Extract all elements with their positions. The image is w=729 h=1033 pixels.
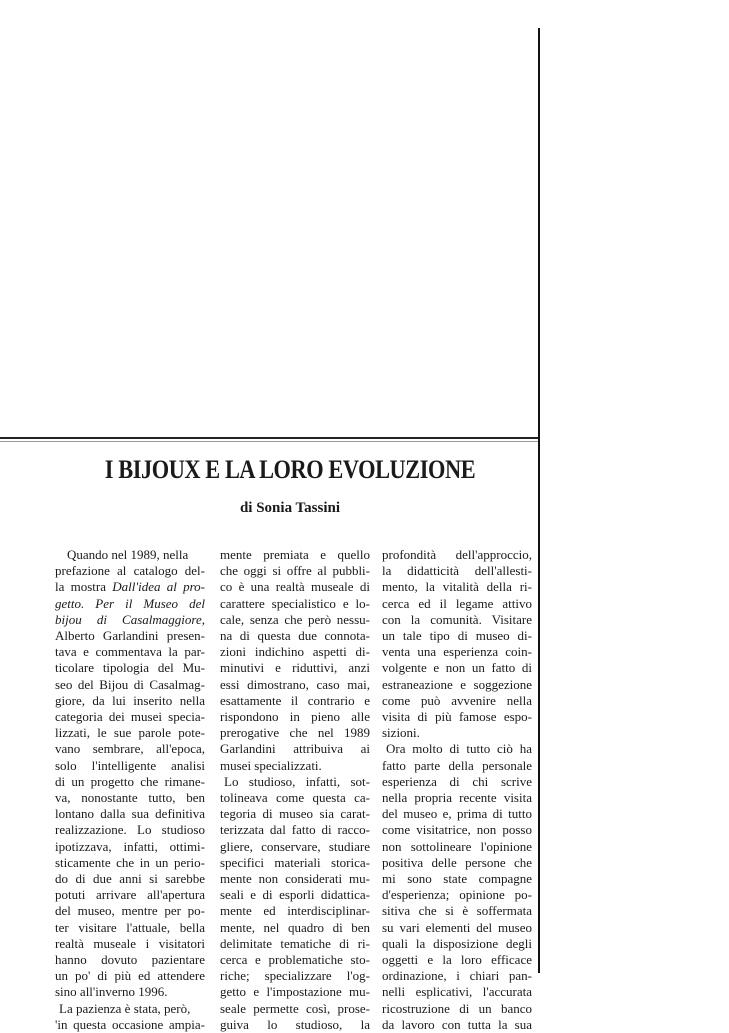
text-column-2 (220, 547, 370, 1033)
text-line: lontano dalla sua definitiva (55, 806, 205, 822)
text-line: del museo, mentre per po- (55, 903, 205, 919)
text-line: un po' di più ed attendere (55, 968, 205, 984)
text-line: Garlandini attribuiva ai (220, 741, 370, 757)
article-author: di Sonia Tassini (239, 500, 341, 516)
text-line: esattamente il contrario e (220, 692, 370, 708)
text-line: seo del Bijou di Casalmag- (55, 676, 205, 692)
text-line: sino all'inverno 1996. (55, 984, 168, 1000)
text-line: mente ed interdisciplinar- (220, 903, 370, 919)
text-line: co è una realtà museale di (220, 579, 370, 595)
text-line: non sottolineare l'opinione (382, 838, 532, 854)
text-line: ter visitare l'attuale, bella (55, 919, 205, 935)
text-line: nella propria recente visita (382, 790, 532, 806)
text-line: zioni indichino aspetti di- (220, 644, 370, 660)
text-line: ricostruzione di un banco (382, 1000, 532, 1016)
article-title: I BIJOUX E LA LORO EVOLUZIONE (104, 455, 476, 484)
text-line: ipotizzava, infatti, ottimi- (55, 838, 205, 854)
text-line: getto e l'impostazione mu- (220, 984, 370, 1000)
text-line: categoria dei musei specia- (55, 709, 205, 725)
text-column-3 (382, 547, 532, 1033)
text-line: profondità dell'approccio, (382, 547, 532, 562)
text-line: visita di più famose espo- (382, 709, 532, 725)
text-line: Alberto Garlandini presen- (55, 628, 205, 644)
text-line: do di due anni si sarebbe (55, 871, 205, 887)
text-line: tegoria di museo sia carat- (220, 806, 370, 822)
text-line: getto. Per il Museo del (55, 595, 205, 611)
text-line: ticolare tipologia del Mu- (55, 660, 205, 676)
text-line: come visitatrice, non posso (382, 822, 532, 838)
text-line: del museo e, prima di tutto (382, 806, 532, 822)
text-line: seali e di esporli didattica- (220, 887, 370, 903)
horizontal-rule (0, 437, 538, 439)
text-line: sitiva che si è soffermata (382, 903, 532, 919)
text-line: bijou di Casalmaggiore, (55, 611, 205, 627)
text-line: Lo studioso, infatti, sot- (224, 773, 370, 789)
text-line: che oggi si offre al pubbli- (220, 563, 370, 579)
text-line: quali la disposizione degli (382, 935, 532, 951)
text-line: terizzata dal fatto di racco- (220, 822, 370, 838)
text-line: tava e commentava la par- (55, 644, 205, 660)
text-line: solo l'intelligente analisi (55, 757, 205, 773)
text-line: prefazione al catalogo del- (55, 563, 205, 579)
text-line: va, nonostante tutto, ben (55, 790, 205, 806)
text-line: come può avvenire nella (382, 692, 532, 708)
text-line: oggetti e la loro efficace (382, 952, 532, 968)
text-line: gliere, conservare, studiare (220, 838, 370, 854)
text-line: musei specializzati. (220, 757, 322, 773)
text-line: delimitate tematiche di ri- (220, 935, 370, 951)
text-line: mente non considerati mu- (220, 871, 370, 887)
text-line: prerogative che nel 1989 (220, 725, 370, 741)
text-line: da lavoro con tutta la sua (382, 1016, 532, 1032)
text-line: rispondono in pieno alle (220, 709, 370, 725)
text-line: essi dimostrano, caso mai, (220, 676, 370, 692)
text-line: nelli esplicativi, l'accurata (382, 984, 532, 1000)
text-line: hanno dovuto pazientare (55, 952, 205, 968)
text-line: di un progetto che rimane- (55, 773, 205, 789)
text-line: la didatticità dell'allesti- (382, 563, 532, 579)
text-line: esperienza di chi scrive (382, 773, 532, 789)
text-line: Quando nel 1989, nella (67, 547, 189, 562)
text-line: positiva delle persone che (382, 854, 532, 870)
text-line: minutivi e riduttivi, anzi (220, 660, 370, 676)
horizontal-rule-thin (0, 441, 538, 442)
text-line: cerca e problematiche sto- (220, 952, 370, 968)
text-line: La pazienza è stata, però, (59, 1000, 191, 1016)
text-line: giore, da lui inserito nella (55, 692, 205, 708)
text-line: mento, la vitalità della ri- (382, 579, 532, 595)
text-line: mente premiata e quello (220, 547, 370, 562)
text-line: ordinazione, i chiari pan- (382, 968, 532, 984)
text-column-1 (55, 547, 205, 1033)
text-line: venta una esperienza coin- (382, 644, 532, 660)
text-line: volgente e non un fatto di (382, 660, 532, 676)
text-line: cale, senza che però nessu- (220, 611, 370, 627)
text-line: realizzazione. Lo studioso (55, 822, 205, 838)
text-line: na di questa due connota- (220, 628, 370, 644)
text-line: vano sembrare, all'epoca, (55, 741, 205, 757)
text-line: 'in questa occasione ampia- (55, 1016, 205, 1032)
text-line: con la comunità. Visitare (382, 611, 532, 627)
text-line: un tale tipo di museo di- (382, 628, 532, 644)
text-line: specifici materiali storica- (220, 854, 370, 870)
text-line: fatto parte della personale (382, 757, 532, 773)
text-line: lizzati, le sue parole pote- (55, 725, 205, 741)
text-line: guiva lo studioso, la (220, 1016, 370, 1032)
text-line: d'esperienza; opinione po- (382, 887, 532, 903)
text-line: la mostra Dall'idea al pro- (55, 579, 205, 595)
text-line: Ora molto di tutto ciò ha (386, 741, 532, 757)
text-line: sticamente che in un perio- (55, 854, 205, 870)
text-line: su vari elementi del museo (382, 919, 532, 935)
text-line: cerca ed il legame attivo (382, 595, 532, 611)
text-line: tolineava come questa ca- (220, 790, 370, 806)
text-line: realtà museale i visitatori (55, 935, 205, 951)
text-line: sizioni. (382, 725, 420, 741)
text-line: mente, nel quadro di ben (220, 919, 370, 935)
text-line: riche; specializzare l'og- (220, 968, 370, 984)
text-line: potuti arrivare all'apertura (55, 887, 205, 903)
text-line: mi sono state compagne (382, 871, 532, 887)
text-line: seale permette così, prose- (220, 1000, 370, 1016)
text-line: estraneazione e soggezione (382, 676, 532, 692)
text-line: carattere specialistico e lo- (220, 595, 370, 611)
